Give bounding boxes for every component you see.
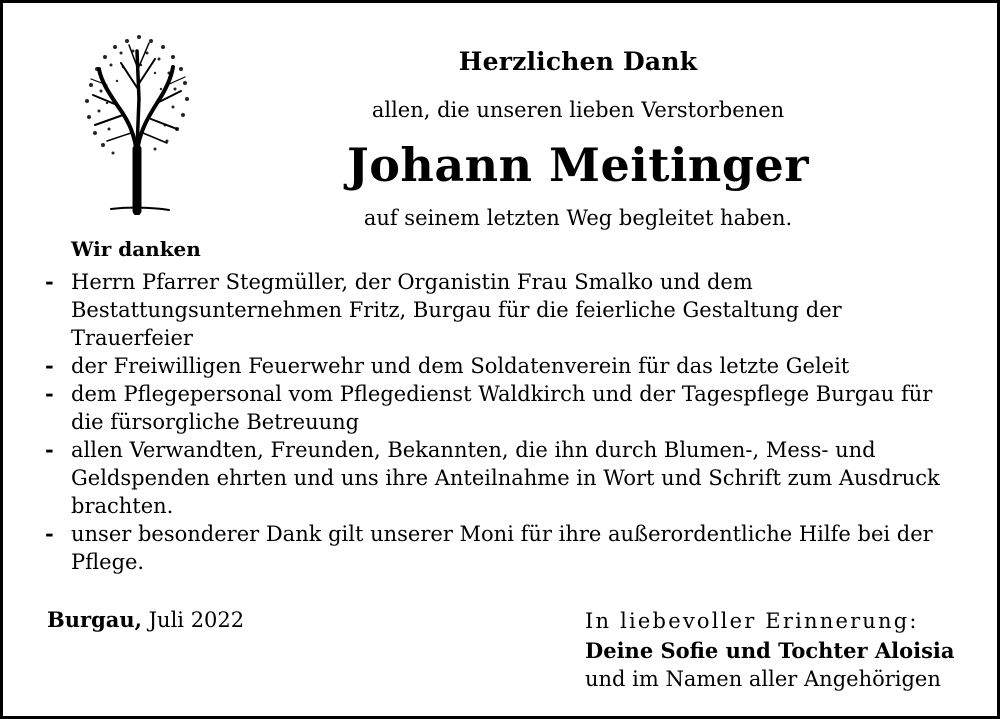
dash-bullet: - — [45, 521, 54, 546]
list-item — [45, 436, 985, 520]
dash-bullet: - — [45, 269, 54, 294]
list-item-line: unser besonderer Dank gilt unserer Moni für ihre außerordentliche Hilfe bei der — [71, 522, 933, 546]
deceased-name: Johann Meitinger — [346, 138, 810, 192]
date: Juli 2022 — [148, 608, 245, 632]
list-item-line: dem Pflegepersonal vom Pflegedienst Waldkirch und der Tagespflege Burgau für — [71, 382, 933, 406]
list-item-line: der Freiwilligen Feuerwehr und dem Soldatenverein für das letzte Geleit — [71, 354, 850, 378]
list-item-line: brachten. — [71, 494, 174, 518]
closing-line: und im Namen aller Angehörigen — [585, 667, 941, 691]
list-item — [45, 520, 985, 576]
list-item-line: Herrn Pfarrer Stegmüller, der Organistin Frau Smalko und dem — [71, 270, 753, 294]
list-item-line: Pflege. — [71, 550, 145, 574]
dash-bullet: - — [45, 381, 54, 406]
thanks-lead: Wir danken — [71, 237, 201, 261]
list-item-line: Trauerfeier — [71, 326, 193, 350]
list-item — [45, 352, 985, 380]
list-item-line: Geldspenden ehrten und uns ihre Anteilnahme in Wort und Schrift zum Ausdruck — [71, 466, 940, 490]
closing-block — [585, 607, 955, 694]
place-date — [47, 607, 244, 632]
list-item — [45, 268, 985, 352]
heading-intro: allen, die unseren lieben Verstorbenen — [371, 98, 785, 122]
closing-signatories: Deine Sofie und Tochter Aloisia — [585, 638, 955, 663]
thanks-list — [45, 268, 985, 576]
dash-bullet: - — [45, 353, 54, 378]
closing-line: In liebevoller Erinnerung: — [585, 609, 919, 633]
dash-bullet: - — [45, 437, 54, 462]
list-item-line: die fürsorgliche Betreuung — [71, 410, 360, 434]
heading-title: Herzlichen Dank — [458, 47, 698, 76]
heading-outro: auf seinem letzten Weg begleitet haben. — [363, 206, 793, 230]
list-item-line: allen Verwandten, Freunden, Bekannten, die ihn durch Blumen-, Mess- und — [71, 438, 876, 462]
list-item — [45, 380, 985, 436]
list-item-line: Bestattungsunternehmen Fritz, Burgau für die feierliche Gestaltung der — [71, 298, 842, 322]
place: Burgau, — [47, 607, 142, 632]
